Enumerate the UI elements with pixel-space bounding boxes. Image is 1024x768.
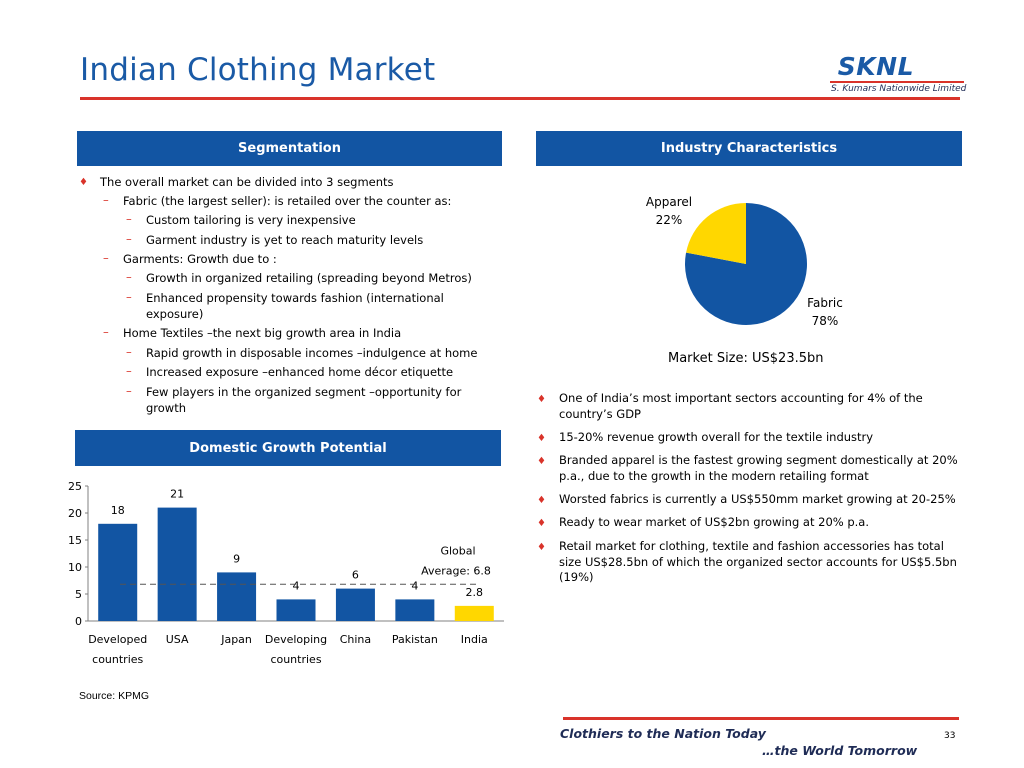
y-tick-label: 25 — [68, 480, 82, 493]
bar-value-label: 4 — [411, 579, 419, 593]
x-category-label: Japan — [221, 633, 252, 646]
bar-value-label: 18 — [110, 503, 125, 517]
logo-divider — [830, 81, 964, 83]
list-item: 15-20% revenue growth overall for the textile industry — [559, 430, 874, 444]
pie-label-fabric-name: Fabric — [807, 296, 843, 310]
y-tick-label: 20 — [68, 507, 82, 520]
pie-label-apparel-value: 22% — [655, 213, 683, 227]
pie-label-fabric-value: 78% — [811, 314, 839, 328]
page-title: Indian Clothing Market — [80, 52, 436, 88]
y-tick-label: 15 — [68, 534, 82, 547]
dash-bullet-icon: – — [126, 232, 132, 246]
dash-bullet-icon: – — [126, 212, 132, 226]
y-tick-label: 5 — [75, 588, 82, 601]
x-category-label: India — [460, 633, 488, 646]
x-category-label: Developing — [264, 633, 328, 646]
diamond-bullet-icon: ♦ — [537, 495, 546, 506]
x-category-label: countries — [92, 653, 144, 666]
list-item: Growth in organized retailing (spreading beyond Metros) — [146, 271, 472, 285]
x-category-label: Pakistan — [391, 633, 438, 646]
pie-label-apparel — [638, 193, 700, 229]
bar-2 — [217, 572, 256, 621]
industry-characteristics-header: Industry Characteristics — [536, 131, 962, 166]
list-item: Ready to wear market of US$2bn growing at 20% p.a. — [559, 515, 870, 529]
list-item: Branded apparel is the fastest growing segment domestically at 20% p.a., due to the growth in the modern retailing format — [559, 453, 958, 483]
market-size-label: Market Size: US$23.5bn — [668, 351, 824, 366]
dash-bullet-icon: – — [126, 270, 132, 284]
footer-divider — [563, 717, 959, 720]
x-category-label: USA — [165, 633, 189, 646]
bar-value-label: 9 — [233, 552, 241, 566]
list-item: Retail market for clothing, textile and fashion accessories has total size US$28.5bn of which the organized sector accounts for US$5.5bn (19%) — [559, 539, 957, 584]
tagline-primary: Clothiers to the Nation Today — [560, 726, 766, 741]
y-tick-label: 0 — [75, 615, 82, 628]
bar-3 — [277, 599, 316, 621]
diamond-bullet-icon: ♦ — [537, 433, 546, 444]
logo-subtitle: S. Kumars Nationwide Limited — [831, 84, 967, 94]
x-category-label: countries — [270, 653, 322, 666]
list-item: Few players in the organized segment –opportunity for growth — [146, 385, 462, 415]
dash-bullet-icon: – — [103, 193, 109, 207]
domestic-growth-header: Domestic Growth Potential — [75, 430, 501, 466]
tagline-secondary: …the World Tomorrow — [762, 743, 918, 758]
list-item: The overall market can be divided into 3 segments — [100, 175, 394, 189]
bar-value-label: 4 — [292, 579, 300, 593]
x-category-label: China — [339, 633, 372, 646]
reference-label-line1: Global — [440, 544, 476, 558]
list-item: Garment industry is yet to reach maturity levels — [146, 233, 424, 247]
pie-label-apparel-name: Apparel — [645, 195, 693, 209]
list-item: Worsted fabrics is currently a US$550mm market growing at 20-25% — [559, 492, 956, 506]
dash-bullet-icon: – — [103, 251, 109, 265]
bar-value-label: 6 — [351, 568, 359, 582]
diamond-bullet-icon: ♦ — [537, 394, 546, 405]
diamond-bullet-icon: ♦ — [79, 177, 88, 188]
bar-6 — [455, 606, 494, 621]
list-item: Increased exposure –enhanced home décor etiquette — [146, 365, 454, 379]
list-item: Custom tailoring is very inexpensive — [146, 213, 356, 227]
bar-value-label: 21 — [170, 487, 185, 501]
company-logo — [828, 52, 967, 96]
bar-5 — [395, 599, 434, 621]
bar-value-label: 2.8 — [465, 585, 484, 599]
segmentation-header: Segmentation — [77, 131, 502, 166]
domestic-growth-bar-chart — [60, 478, 510, 678]
pie-label-fabric — [795, 294, 855, 330]
dash-bullet-icon: – — [126, 384, 132, 398]
dash-bullet-icon: – — [103, 325, 109, 339]
page-number: 33 — [944, 731, 956, 741]
diamond-bullet-icon: ♦ — [537, 518, 546, 529]
dash-bullet-icon: – — [126, 290, 132, 304]
diamond-bullet-icon: ♦ — [537, 542, 546, 553]
list-item: Home Textiles –the next big growth area in India — [123, 326, 402, 340]
x-category-label: Developed — [88, 633, 148, 646]
reference-label-line2: Average: 6.8 — [421, 564, 491, 578]
bar-4 — [336, 589, 375, 621]
bar-0 — [98, 524, 137, 621]
dash-bullet-icon: – — [126, 364, 132, 378]
list-item: Rapid growth in disposable incomes –indulgence at home — [146, 346, 478, 360]
y-tick-label: 10 — [68, 561, 82, 574]
source-note: Source: KPMG — [79, 690, 150, 702]
list-item: Fabric (the largest seller): is retailed over the counter as: — [123, 194, 452, 208]
list-item: One of India’s most important sectors accounting for 4% of the country’s GDP — [559, 391, 923, 421]
dash-bullet-icon: – — [126, 345, 132, 359]
list-item: Enhanced propensity towards fashion (international exposure) — [146, 291, 444, 321]
title-divider — [80, 97, 960, 100]
logo-wordmark: SKNL — [837, 52, 914, 81]
list-item: Garments: Growth due to : — [123, 252, 277, 266]
bar-1 — [158, 508, 197, 621]
diamond-bullet-icon: ♦ — [537, 456, 546, 467]
